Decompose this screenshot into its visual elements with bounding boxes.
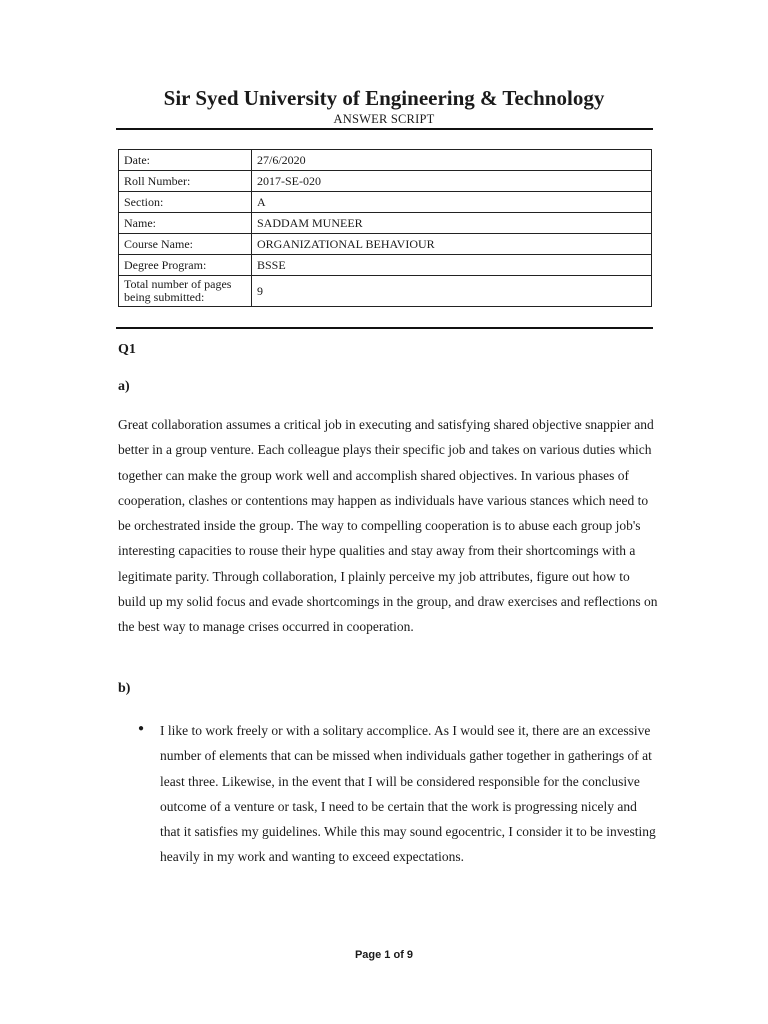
info-value: 9 [252,276,652,307]
table-row [119,150,652,171]
header-divider [116,128,653,130]
university-title: Sir Syed University of Engineering & Technology [163,86,605,110]
info-label: Roll Number: [119,171,252,192]
table-row [119,213,652,234]
info-value: A [252,192,652,213]
bullet-list [138,718,658,870]
table-row [119,171,652,192]
question-heading: Q1 [118,342,136,357]
table-row [119,192,652,213]
document-subtitle: ANSWER SCRIPT [333,112,435,126]
info-value: 27/6/2020 [252,150,652,171]
info-label: Degree Program: [119,255,252,276]
info-label: Date: [119,150,252,171]
list-item: I like to work freely or with a solitary accomplice. As I would see it, there are an excessive number of elements that can be missed when individuals gather together in gatherings of at least three. Likewise, in the event that I will be considered responsible for the conclusive outcome of a venture or task, I need to be certain that the work is progressing nicely and that it satisfies my guidelines. While this may sound egocentric, I consider it to be investing heavily in my work and wanting to exceed expectations. [160,723,656,865]
info-value: SADDAM MUNEER [252,213,652,234]
table-divider [116,327,653,329]
table-row [119,255,652,276]
bullet-icon: ● [138,723,145,734]
info-value: ORGANIZATIONAL BEHAVIOUR [252,234,652,255]
info-value: 2017-SE-020 [252,171,652,192]
page-number: Page 1 of 9 [354,949,414,961]
table-row [119,276,652,307]
part-b-heading: b) [118,681,131,696]
info-label: Section: [119,192,252,213]
student-info-table [118,149,652,307]
info-value: BSSE [252,255,652,276]
part-a-heading: a) [118,379,130,394]
info-label: Course Name: [119,234,252,255]
info-label: Name: [119,213,252,234]
info-label: Total number of pages being submitted: [119,276,252,307]
table-row [119,234,652,255]
part-a-answer: Great collaboration assumes a critical job in executing and satisfying shared objective snappier and better in a group venture. Each colleague plays their specific job and takes on various duties which together can make the group work well and accomplish shared objectives. In various phases of cooperation, clashes or contentions may happen as individuals have various stances which need to be orchestrated inside the group. The way to compelling cooperation is to abuse each group job's interesting capacities to rouse their hype qualities and stay away from their shortcomings with a legitimate parity. Through collaboration, I plainly perceive my job attributes, figure out how to build up my solid focus and evade shortcomings in the group, and draw exercises and reflections on the best way to manage crises occurred in cooperation. [118,417,658,635]
